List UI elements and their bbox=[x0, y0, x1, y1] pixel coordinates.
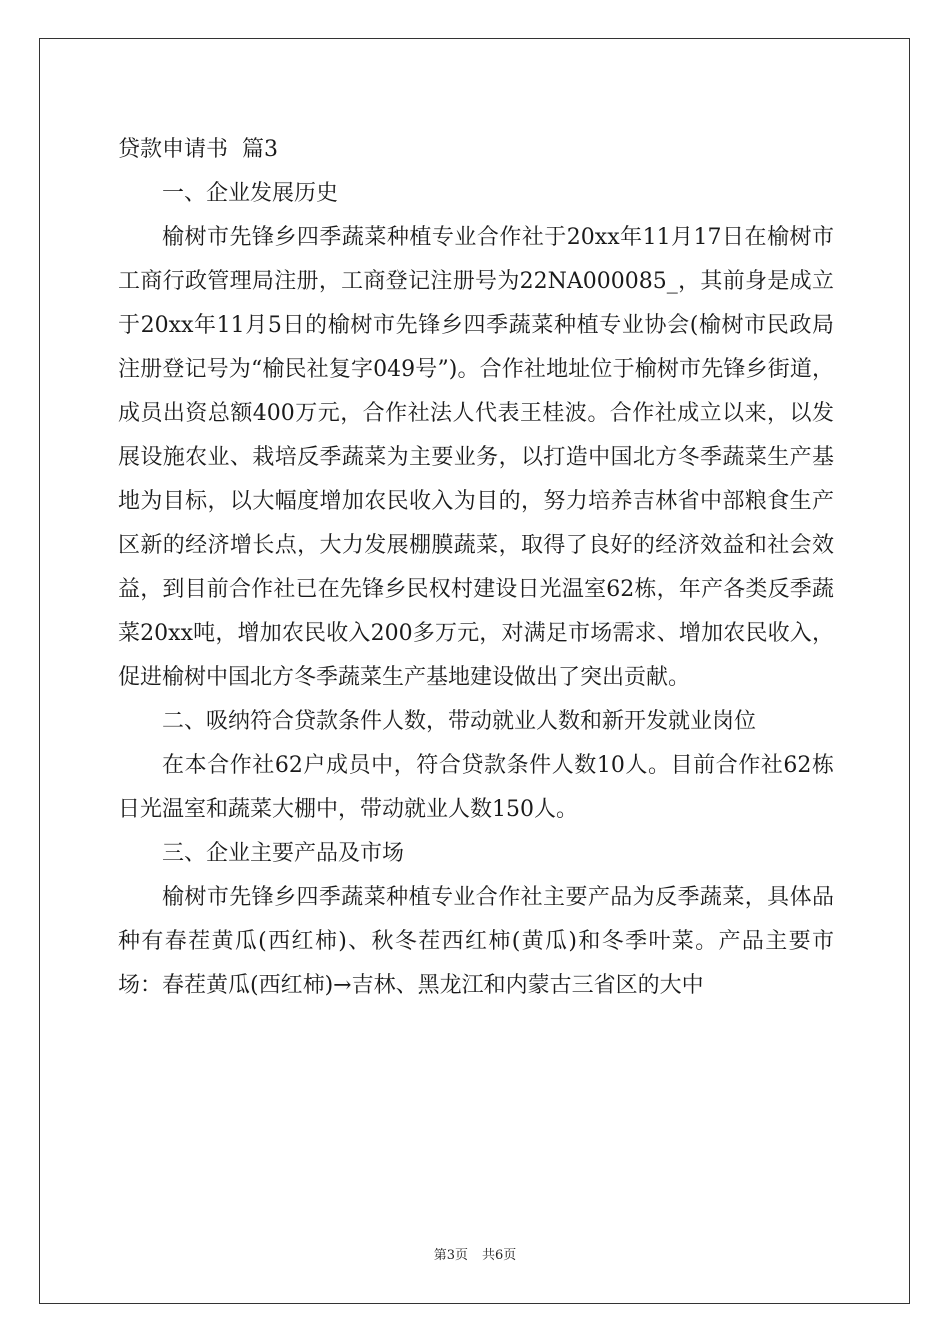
section-heading: 三、企业主要产品及市场 bbox=[162, 841, 405, 866]
page-number: 第3页 bbox=[433, 1248, 468, 1263]
page-total: 共6页 bbox=[482, 1248, 517, 1263]
document-title: 贷款申请书 篇3 bbox=[118, 137, 278, 162]
page-footer bbox=[0, 1247, 950, 1265]
section-paragraph: 榆树市先锋乡四季蔬菜种植专业合作社主要产品为反季蔬菜，具体品种有春茬黄瓜(西红柿)、秋冬茬西红柿(黄瓜)和冬季叶菜。产品主要市场：春茬黄瓜(西红柿)→吉林、黑龙江和内蒙古三省区的大中 bbox=[118, 885, 834, 998]
section-heading: 一、企业发展历史 bbox=[162, 181, 339, 206]
section-paragraph: 在本合作社62户成员中，符合贷款条件人数10人。目前合作社62栋日光温室和蔬菜大棚中，带动就业人数150人。 bbox=[118, 753, 834, 822]
section-1 bbox=[118, 172, 834, 700]
document-body bbox=[118, 128, 834, 1008]
section-paragraph: 榆树市先锋乡四季蔬菜种植专业合作社于20xx年11月17日在榆树市工商行政管理局注册，工商登记注册号为22NA000085_，其前身是成立于20xx年11月5日的榆树市先锋乡四季蔬菜种植专业协会(榆树市民政局注册登记号为“榆民社复字049号”)。合作社地址位于榆树市先锋乡街道，成员出资总额400万元，合作社法人代表王桂波。合作社成立以来，以发展设施农业、栽培反季蔬菜为主要业务，以打造中国北方冬季蔬菜生产基地为目标，以大幅度增加农民收入为目的，努力培养吉林省中部粮食生产区新的经济增长点，大力发展棚膜蔬菜，取得了良好的经济效益和社会效益，到目前合作社已在先锋乡民权村建设日光温室62栋，年产各类反季蔬菜20xx吨，增加农民收入200多万元，对满足市场需求、增加农民收入，促进榆树中国北方冬季蔬菜生产基地建设做出了突出贡献。 bbox=[118, 225, 834, 690]
section-2 bbox=[118, 700, 834, 832]
section-3 bbox=[118, 832, 834, 1008]
section-heading: 二、吸纳符合贷款条件人数，带动就业人数和新开发就业岗位 bbox=[162, 709, 757, 734]
